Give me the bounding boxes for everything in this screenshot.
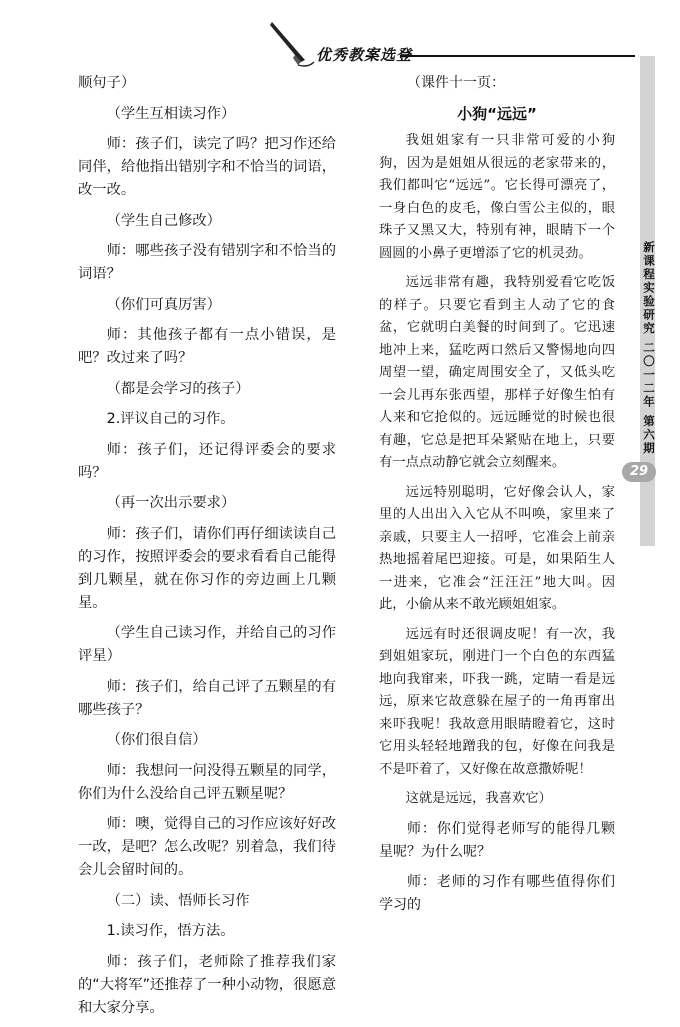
right-column xyxy=(379,72,615,925)
paragraph: 师：孩子们，读完了吗？把习作还给同伴，给他指出错别字和不恰当的词语，改一改。 xyxy=(78,136,336,198)
paragraph: 2.评议自己的习作。 xyxy=(106,411,235,427)
journal-sidebar xyxy=(633,56,657,566)
paragraph: 师：孩子们，还记得评委会的要求吗？ xyxy=(78,441,336,481)
paragraph: 师：你们觉得老师写的能得几颗星呢？为什么呢？ xyxy=(379,820,615,860)
page-number: 29 xyxy=(622,462,656,482)
paragraph: 师：孩子们，老师除了推荐我们家的“大将军”还推荐了一种小动物，很愿意和大家分享。 xyxy=(78,953,336,1016)
story-paragraph: 这就是远远，我喜欢它） xyxy=(405,791,552,806)
paragraph: （再一次出示要求） xyxy=(106,495,236,511)
paragraph: 师：孩子们，给自己评了五颗星的有哪些孩子？ xyxy=(78,678,336,718)
paragraph: （都是会学习的孩子） xyxy=(106,380,250,397)
paragraph: （你们很自信） xyxy=(106,732,207,748)
paragraph: 师：噢，觉得自己的习作应该好好改一改，是吧？怎么改呢？别着急，我们待会儿会留时间的。 xyxy=(78,816,336,878)
left-column xyxy=(78,72,336,1027)
paragraph: 师：老师的习作有哪些值得你们学习的 xyxy=(379,874,615,913)
story-paragraph: 远远有时还很调皮呢！有一次，我到姐姐家玩，刚进门一个白色的东西猛地向我窜来，吓我一跳，定睛一看是远远，原来它故意躲在屋子的一角再窜出来吓我呢！我故意用眼睛瞪着它，这时它用头轻轻地蹭我的包，好像在问我是不是吓着了，又好像在故意撒娇呢！ xyxy=(379,626,615,777)
story-paragraph: 远远特别聪明，它好像会认人，家里的人出出入入它从不叫唤，家里来了亲戚，只要主人一招呼，它准会上前亲热地摇着尾巴迎接。可是，如果陌生人一进来，它准会“汪汪汪”地大叫。因此，小偷从来不敢光顾姐姐家。 xyxy=(379,484,615,612)
header-rule xyxy=(400,55,635,57)
paragraph: （学生互相读习作） xyxy=(106,105,236,122)
slide-note: （课件十一页： xyxy=(407,75,505,91)
paragraph: （你们可真厉害） xyxy=(106,296,221,313)
fountain-pen-icon xyxy=(268,18,318,68)
paragraph: 师：其他孩子都有一点小错误，是吧？改过来了吗？ xyxy=(78,327,336,366)
journal-issue-label: 新课程实验研究 二〇一二年 第六期 xyxy=(642,241,656,456)
story-title: 小狗“远远” xyxy=(457,104,537,123)
paragraph: 师：哪些孩子没有错别字和不恰当的词语？ xyxy=(78,243,336,282)
page-header xyxy=(0,0,680,75)
paragraph: 师：孩子们，请你们再仔细读读自己的习作，按照评委会的要求看看自己能得到几颗星，就在你习作的旁边画上几颗星。 xyxy=(78,525,336,611)
paragraph: （学生自己读习作，并给自己的习作评星） xyxy=(78,625,336,664)
section-heading: （二）读、悟师长习作 xyxy=(106,892,250,909)
paragraph: 顺句子） xyxy=(78,75,136,91)
paragraph: 1.读习作，悟方法。 xyxy=(106,923,235,939)
paragraph: （学生自己修改） xyxy=(106,212,221,229)
paragraph: 师：我想问一问没得五颗星的同学，你们为什么没给自己评五颗星呢？ xyxy=(78,762,336,802)
story-paragraph: 我姐姐家有一只非常可爱的小狗狗，因为是姐姐从很远的老家带来的，我们都叫它“远远”。它长得可漂亮了，一身白色的皮毛，像白雪公主似的，眼珠子又黑又大，特别有神，眼睛下一个圆圆的小鼻子更增添了它的机灵劲。 xyxy=(379,133,615,261)
story-paragraph: 远远非常有趣，我特别爱看它吃饭的样子。只要它看到主人动了它的食盆，它就明白美餐的时间到了。它迅速地冲上来，猛吃两口然后又警惕地向四周望一望，确定周围安全了，又低头吃一会儿再东张西望，那样子好像生怕有人来和它抢似的。远远睡觉的时候也很有趣，它总是把耳朵紧贴在地上，只要有一点点动静它就会立刻醒来。 xyxy=(379,275,615,470)
header-title: 优秀教案选登 xyxy=(316,46,413,64)
